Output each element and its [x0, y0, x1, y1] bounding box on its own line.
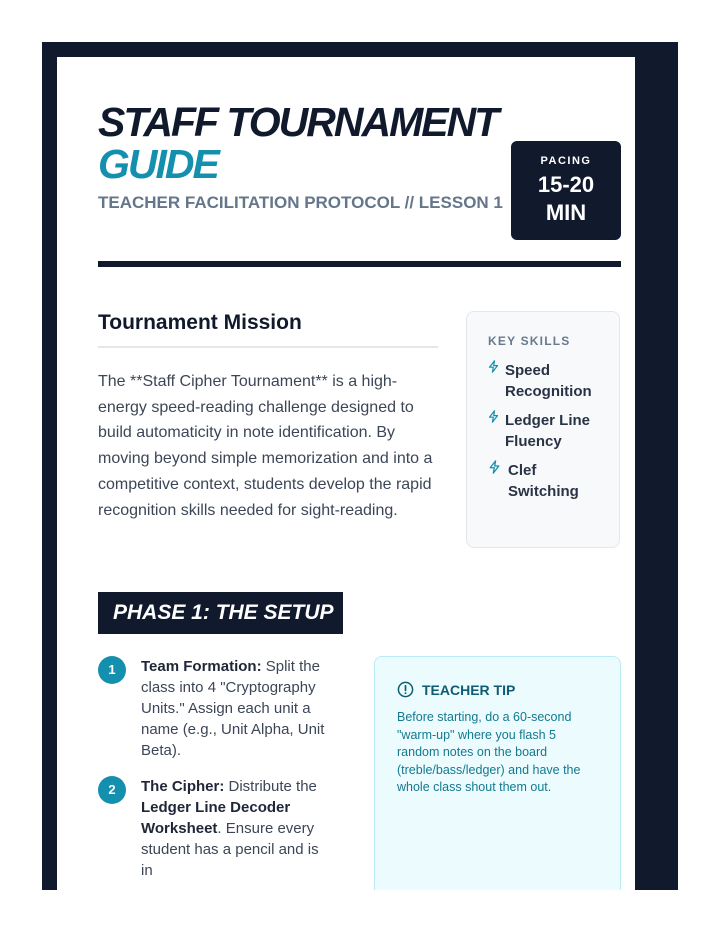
lightning-icon [488, 360, 499, 373]
step-text [141, 656, 333, 761]
guide-page [57, 57, 635, 890]
step-item [98, 656, 333, 761]
mission-heading-underline [98, 346, 438, 348]
skill-item [488, 360, 609, 402]
key-skills-card [466, 311, 620, 548]
teacher-tip-card [374, 656, 621, 890]
skill-label: Speed Recognition [505, 362, 592, 400]
step-body: Distribute the [224, 778, 317, 795]
key-skills-label: KEY SKILLS [488, 334, 571, 348]
teacher-tip-header [397, 681, 598, 698]
mission-paragraph: The **Staff Cipher Tournament** is a high-energy speed-reading challenge designed to build automaticity in note identification. By moving beyond simple memorization and into a competitive context, students develop the rapid recognition skills needed for sight-reading. [98, 373, 433, 519]
step-title: Team Formation: [141, 658, 262, 675]
step-body-end: . Ensure every student has a pencil and is in [141, 820, 319, 879]
page-title [98, 101, 497, 185]
step-item [98, 776, 333, 881]
info-icon [397, 681, 414, 698]
skill-item [488, 460, 609, 502]
page-subtitle: TEACHER FACILITATION PROTOCOL // LESSON 1 [98, 193, 503, 212]
step-number-badge: 2 [98, 776, 126, 804]
skill-label: Clef Switching [508, 462, 579, 500]
step-body: Split the class into 4 "Cryptography Units." Assign each unit a name (e.g., Unit Alpha, Unit Beta). [141, 658, 325, 759]
teacher-tip-body: Before starting, do a 60-second "warm-up" where you flash 5 random notes on the board (treble/bass/ledger) and have the whole class shout them out. [397, 710, 581, 794]
title-line-2: GUIDE [98, 141, 218, 187]
lightning-icon [488, 410, 499, 423]
step-highlight: Ledger Line Decoder Worksheet [141, 799, 291, 837]
phase-heading: PHASE 1: THE SETUP [98, 592, 343, 634]
title-line-1: STAFF TOURNAMENT [98, 99, 498, 145]
pacing-badge [511, 141, 621, 240]
step-title: The Cipher: [141, 778, 225, 795]
skill-label: Ledger Line Fluency [505, 412, 591, 450]
pacing-value: 15-20 MIN [537, 172, 595, 225]
skill-item [488, 410, 609, 452]
pacing-label: PACING [540, 155, 592, 167]
lightning-icon [488, 460, 501, 474]
teacher-tip-title: TEACHER TIP [422, 681, 516, 698]
step-number-badge: 1 [98, 656, 126, 684]
step-text [141, 776, 333, 881]
header-divider [98, 261, 621, 267]
mission-heading: Tournament Mission [98, 311, 302, 334]
